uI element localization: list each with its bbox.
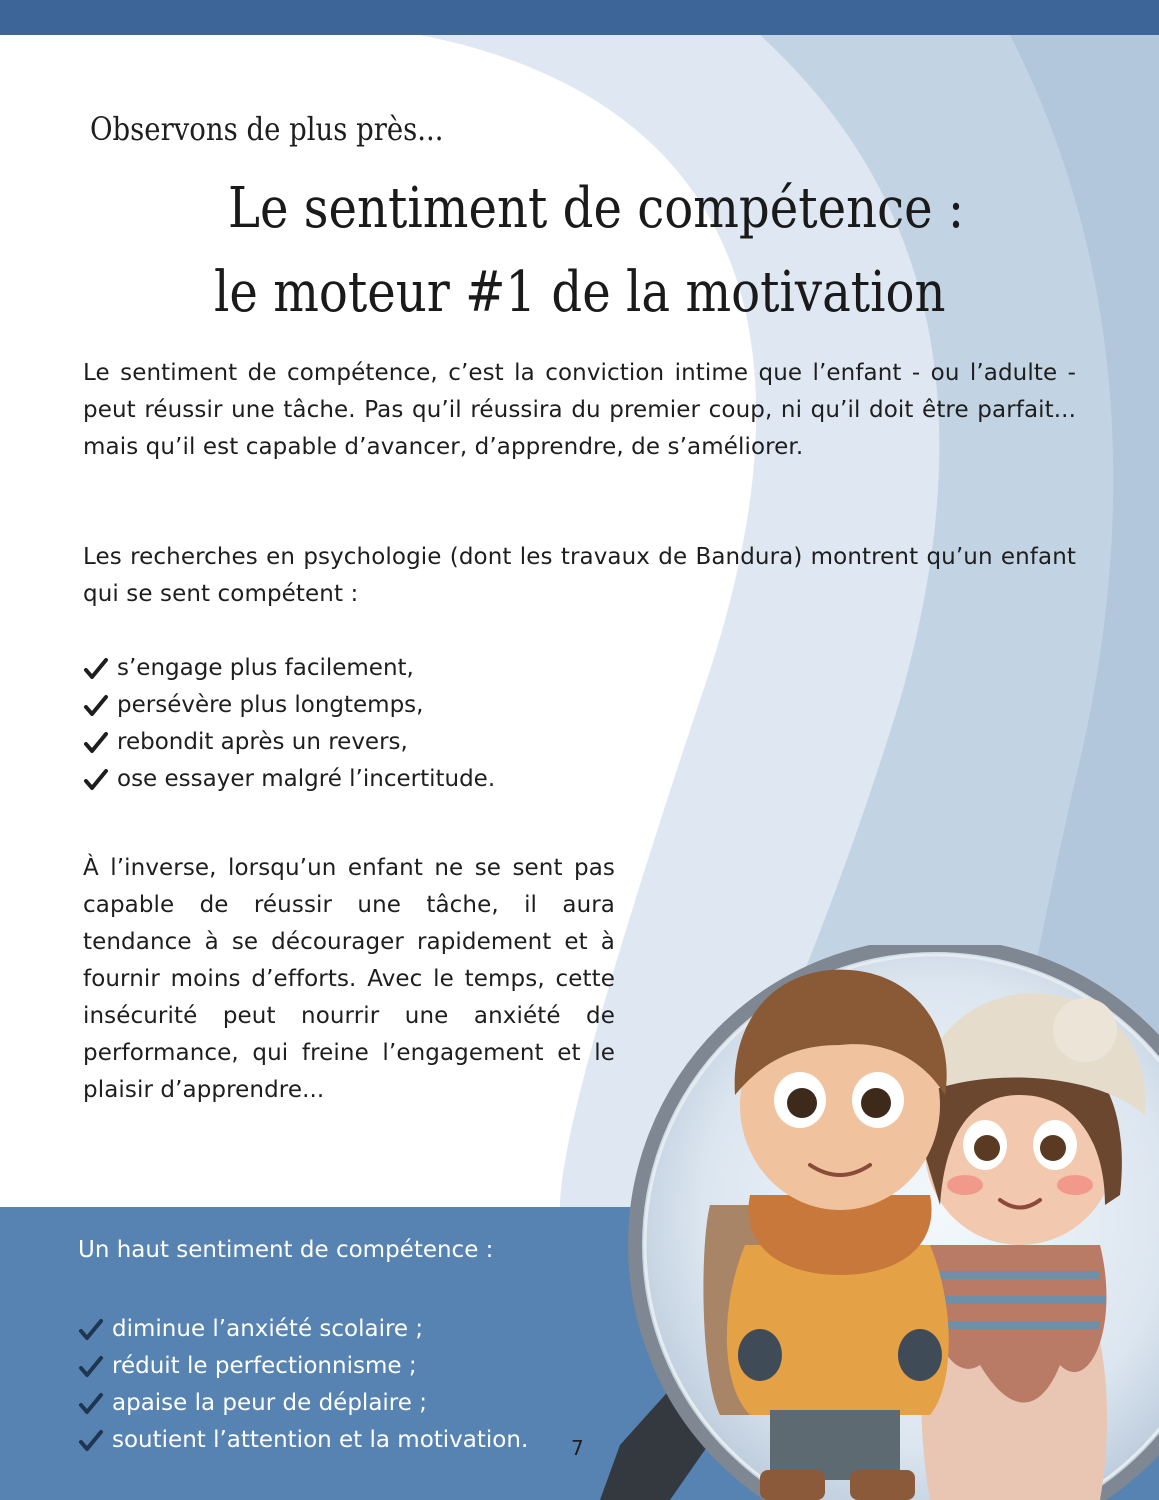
list-item xyxy=(83,761,495,798)
list-item-text: s’engage plus facilement, xyxy=(117,655,414,681)
check-icon xyxy=(78,1392,104,1416)
list-item xyxy=(83,724,495,761)
list-item-text: réduit le perfectionnisme ; xyxy=(112,1353,417,1379)
girl-hat-pompom xyxy=(1053,998,1117,1062)
check-icon xyxy=(83,768,109,792)
list-item xyxy=(83,687,495,724)
check-icon xyxy=(83,731,109,755)
list-item xyxy=(78,1385,528,1422)
magnifier-children-illustration xyxy=(560,945,1159,1500)
boy-boot-left xyxy=(760,1470,825,1500)
list-item xyxy=(78,1348,528,1385)
list-item xyxy=(83,650,495,687)
definition-paragraph: Le sentiment de compétence, c’est la conviction intime que l’enfant - ou l’adulte - peut réussir une tâche. Pas qu’il réussira du premier coup, ni qu’il doit être parfait... mais qu’il est capable d’avancer, d’apprendre, de s’améliorer. xyxy=(83,360,1076,460)
list-item xyxy=(78,1422,528,1459)
highlight-list xyxy=(78,1311,528,1459)
boy-glove-right xyxy=(898,1329,942,1381)
page-title-line-2: le moteur #1 de la motivation xyxy=(214,260,946,325)
boy-boot-right xyxy=(850,1470,915,1500)
list-item-text: diminue l’anxiété scolaire ; xyxy=(112,1316,424,1342)
list-item-text: persévère plus longtemps, xyxy=(117,692,424,718)
check-icon xyxy=(78,1355,104,1379)
highlight-title: Un haut sentiment de compétence : xyxy=(78,1237,494,1263)
list-item-text: soutient l’attention et la motivation. xyxy=(112,1427,529,1453)
page-number: 7 xyxy=(571,1436,584,1460)
check-icon xyxy=(78,1429,104,1453)
benefits-list xyxy=(83,650,495,798)
research-paragraph: Les recherches en psychologie (dont les travaux de Bandura) montrent qu’un enfant qui se sent compétent : xyxy=(83,544,1076,607)
list-item-text: rebondit après un revers, xyxy=(117,729,408,755)
list-item-text: ose essayer malgré l’incertitude. xyxy=(117,766,496,792)
boy-pants xyxy=(770,1410,900,1480)
list-item xyxy=(78,1311,528,1348)
page-title-line-1: Le sentiment de compétence : xyxy=(228,176,965,241)
list-item-text: apaise la peur de déplaire ; xyxy=(112,1390,427,1416)
check-icon xyxy=(83,657,109,681)
girl-cheek xyxy=(947,1175,983,1195)
subtitle: Observons de plus près... xyxy=(90,110,444,148)
boy-glove-left xyxy=(738,1329,782,1381)
top-bar xyxy=(0,0,1159,35)
check-icon xyxy=(78,1318,104,1342)
inverse-paragraph: À l’inverse, lorsqu’un enfant ne se sent pas capable de réussir une tâche, il aura tendance à se décourager rapidement et à fournir moins d’efforts. Avec le temps, cette insécurité peut nourrir une anxiété de performance, qui freine l’engagement et le plaisir d’apprendre... xyxy=(83,855,615,1103)
check-icon xyxy=(83,694,109,718)
